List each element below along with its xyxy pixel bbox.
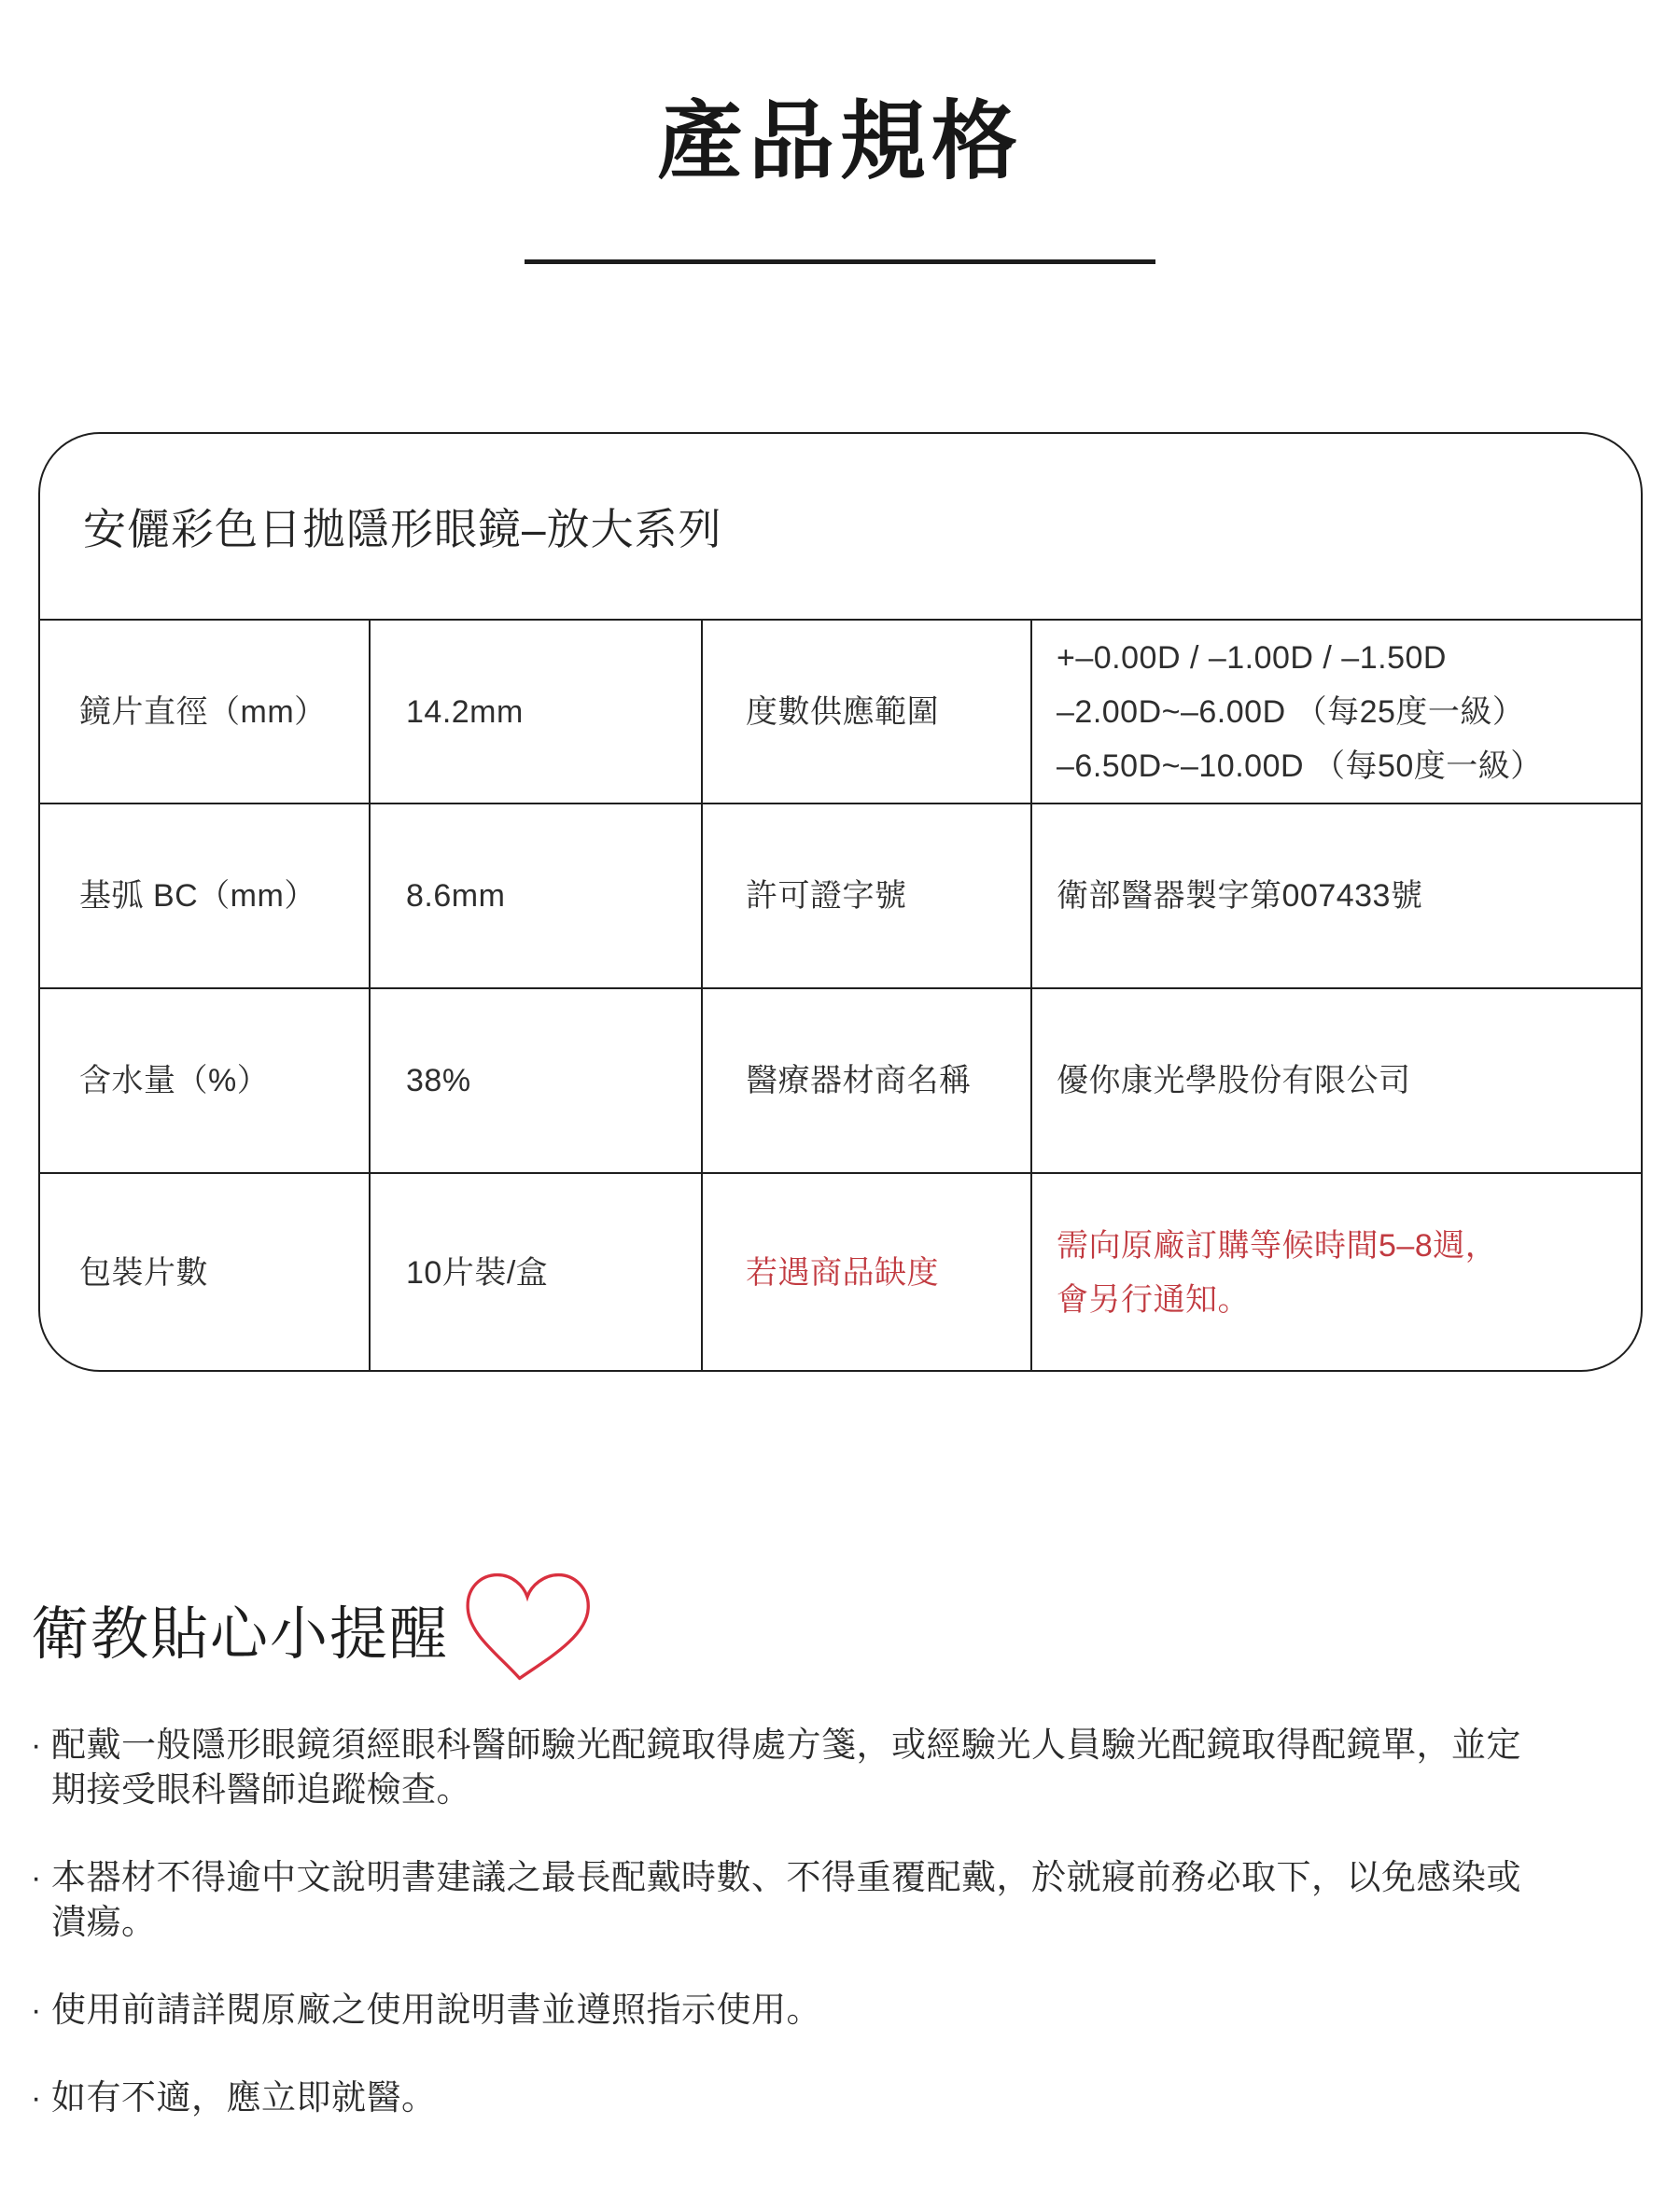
license-number-label-cell: 許可證字號 [703,804,1032,989]
pack-count-label-cell: 包裝片數 [40,1174,371,1372]
notice-heading: 衛教貼心小提醒 [31,1602,450,1667]
power-range-label-cell: 度數供應範圍 [703,621,1032,804]
bullet-dot: · [31,1727,42,1763]
vendor-name-label-cell: 醫療器材商名稱 [703,989,1032,1174]
lens-diameter-value-cell: 14.2mm [371,621,703,804]
page-title: 產品規格 [656,94,1023,189]
vendor-name-value-cell: 優你康光學股份有限公司 [1032,989,1641,1174]
lens-diameter-label-cell: 鏡片直徑（mm） [40,621,371,804]
bullet-dot: · [31,2080,42,2116]
license-number-value-cell: 衛部醫器製字第007433號 [1032,804,1641,989]
base-curve-label-cell: 基弧 BC（mm） [40,804,371,989]
shortage-label-cell: 若遇商品缺度 [703,1174,1032,1372]
notice-bullet-list [31,1723,1664,2163]
spec-table [38,432,1643,1372]
water-content-label-cell: 含水量（%） [40,989,371,1174]
pack-count-value-cell: 10片裝/盒 [371,1174,703,1372]
shortage-notice-cell: 需向原廠訂購等候時間5–8週， 會另行通知。 [1057,1228,1498,1318]
bullet-dot: · [31,1992,42,2028]
heart-icon [459,1570,595,1684]
notice-bullet: · 本器材不得逾中文說明書建議之最長配戴時數、不得重覆配戴，於就寢前務必取下，以免感染或 潰瘍。 [31,1855,1664,1945]
notice-bullet: · 配戴一般隱形眼鏡須經眼科醫師驗光配鏡取得處方箋，或經驗光人員驗光配鏡取得配鏡單，並定 期接受眼科醫師追蹤檢查。 [31,1723,1664,1812]
bullet-dot: · [31,1860,42,1895]
product-name-header: 安儷彩色日拋隱形眼鏡–放大系列 [40,434,1641,621]
power-range-value-cell: +–0.00D / –1.00D / –1.50D –2.00D~–6.00D （每25度一級） –6.50D~–10.00D （每50度一級） [1032,621,1641,804]
notice-bullet: · 使用前請詳閱原廠之使用說明書並遵照指示使用。 [31,1988,1664,2033]
title-underline [525,259,1155,264]
spec-table-grid [40,621,1641,1372]
water-content-value-cell: 38% [371,989,703,1174]
notice-bullet: · 如有不適，應立即就醫。 [31,2075,1664,2120]
base-curve-value-cell: 8.6mm [371,804,703,989]
